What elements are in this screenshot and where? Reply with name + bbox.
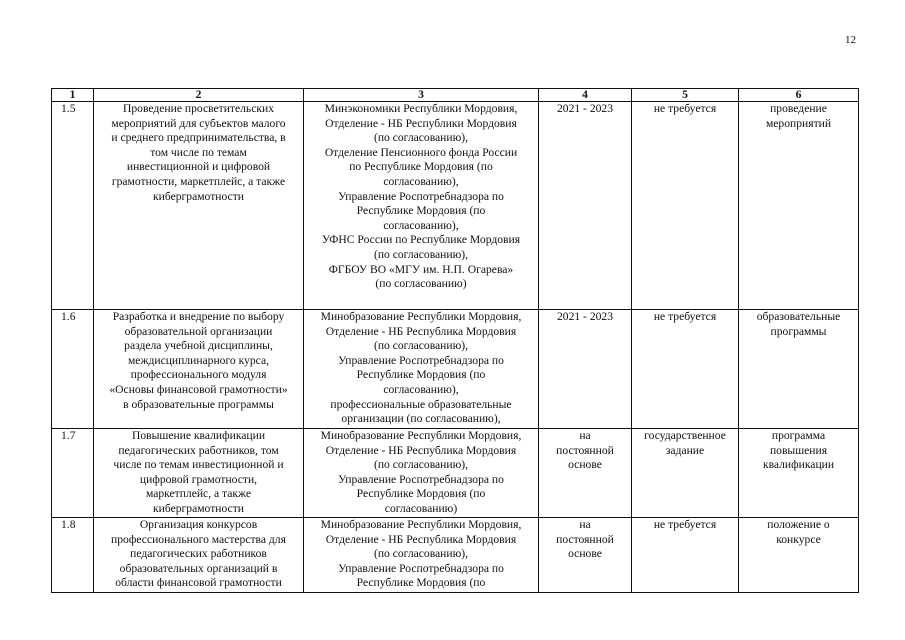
event-cell: [94, 518, 304, 593]
result-cell: [739, 102, 859, 310]
funding-cell: [632, 429, 739, 518]
table-row: [52, 310, 859, 429]
executors-cell-line: согласованию),: [383, 174, 459, 188]
result-cell-line: конкурсе: [776, 532, 821, 546]
executors-cell-line: (по согласованию),: [373, 131, 469, 145]
event-cell-line: педагогических работников, том: [118, 443, 279, 457]
executors-cell-line: (по согласованию): [375, 277, 467, 291]
event-cell-line: образовательной организации: [124, 324, 273, 338]
executors-cell-line: Отделение - НБ Республики Мордовия: [325, 116, 517, 130]
executors-cell-line: Отделение - НБ Республика Мордовия: [325, 532, 517, 546]
executors-cell-line: (по согласованию),: [373, 247, 469, 261]
event-cell: [94, 102, 304, 310]
event-cell: [94, 429, 304, 518]
period-cell-line: постоянной: [556, 532, 614, 546]
event-cell-line: профессионального модуля: [130, 368, 267, 382]
event-cell-line: кибергрaмотности: [153, 189, 244, 203]
funding-cell-line: государственное: [644, 429, 726, 442]
executors-cell-line: Управление Роспотребнадзора по: [338, 189, 504, 203]
executors-cell-line: согласованию),: [383, 382, 459, 396]
column-header-5: 5: [632, 89, 739, 102]
executors-cell-line: согласованию),: [383, 218, 459, 232]
period-cell-line: основе: [568, 458, 602, 472]
event-cell-line: маркетплейс, а также: [145, 487, 252, 501]
period-cell-line: 2021 - 2023: [556, 310, 614, 323]
table-row: [52, 102, 859, 310]
event-cell-line: инвестиционной и цифровой: [126, 160, 271, 174]
column-header-6: 6: [739, 89, 859, 102]
period-cell: [539, 518, 632, 593]
executors-cell-line: Минобразование Республики Мордовия,: [320, 518, 522, 531]
table-header-row: [52, 89, 859, 102]
funding-cell-line: задание: [665, 443, 705, 457]
event-cell-line: раздела учебной дисциплины,: [124, 339, 273, 353]
column-header-2: 2: [94, 89, 304, 102]
funding-cell: [632, 310, 739, 429]
result-cell: [739, 518, 859, 593]
executors-cell-line: Отделение Пенсионного фонда России: [324, 145, 518, 159]
period-cell-line: 2021 - 2023: [556, 102, 614, 115]
period-cell-line: основе: [568, 547, 602, 561]
event-cell-line: в образовательные программы: [123, 397, 274, 411]
executors-cell-line: согласованию): [384, 501, 458, 515]
executors-cell-line: Управление Роспотребнадзора по: [338, 561, 504, 575]
row-number: 1.6: [52, 310, 94, 429]
event-cell-line: Разработка и внедрение по выбору: [112, 310, 285, 323]
event-cell: [94, 310, 304, 429]
result-cell-line: проведение: [770, 102, 827, 115]
measures-table: [51, 88, 859, 593]
funding-cell-line: не требуется: [653, 518, 717, 531]
executors-cell: [304, 310, 539, 429]
table-row: [52, 429, 859, 518]
result-cell: [739, 429, 859, 518]
executors-cell-line: Республике Мордовия (по: [356, 368, 486, 382]
executors-cell-line: (по согласованию),: [373, 547, 469, 561]
executors-cell-line: Республике Мордовия (по: [356, 204, 486, 218]
event-cell-line: междисциплинарного курса,: [127, 353, 270, 367]
result-cell-line: программы: [770, 324, 827, 338]
period-cell-line: на: [579, 518, 591, 531]
executors-cell-line: Управление Роспотребнадзора по: [338, 353, 504, 367]
result-cell: [739, 310, 859, 429]
executors-cell-line: УФНС России по Республике Мордовия: [321, 233, 521, 247]
period-cell-line: на: [579, 429, 591, 442]
event-cell-line: профессионального мастерства для: [111, 532, 286, 546]
executors-cell-line: Отделение - НБ Республика Мордовия: [325, 324, 517, 338]
executors-cell-line: (по согласованию),: [373, 339, 469, 353]
result-cell-line: образовательные: [756, 310, 841, 323]
executors-cell-line: Минобразование Республики Мордовия,: [320, 310, 522, 323]
result-cell-line: квалификации: [762, 458, 835, 472]
page-number: 12: [845, 34, 856, 46]
event-cell-line: числе по темам инвестиционной и: [113, 458, 284, 472]
executors-cell-line: Управление Роспотребнадзора по: [338, 472, 504, 486]
event-cell-line: Повышение квалификации: [131, 429, 266, 442]
row-number: 1.8: [52, 518, 94, 593]
column-header-1: 1: [52, 89, 94, 102]
event-cell-line: Организация конкурсов: [139, 518, 258, 531]
funding-cell-line: не требуется: [653, 310, 717, 323]
result-cell-line: мероприятий: [765, 116, 832, 130]
event-cell-line: образовательных организаций в: [119, 561, 278, 575]
funding-cell-line: не требуется: [653, 102, 717, 115]
event-cell-line: грамотности, маркетплейс, а также: [111, 174, 286, 188]
result-cell-line: положение о: [767, 518, 830, 531]
funding-cell: [632, 102, 739, 310]
event-cell-line: цифровой грамотности,: [139, 472, 258, 486]
executors-cell-line: ФГБОУ ВО «МГУ им. Н.П. Огарева»: [328, 262, 514, 276]
column-header-4: 4: [539, 89, 632, 102]
executors-cell-line: Республике Мордовия (по: [356, 576, 486, 590]
period-cell-line: постоянной: [556, 443, 614, 457]
result-cell-line: программа: [771, 429, 826, 442]
event-cell-line: педагогических работников: [130, 547, 267, 561]
executors-cell: [304, 518, 539, 593]
executors-cell-line: по Республике Мордовия (по: [349, 160, 493, 174]
period-cell: [539, 429, 632, 518]
column-header-3: 3: [304, 89, 539, 102]
result-cell-line: повышения: [769, 443, 828, 457]
funding-cell: [632, 518, 739, 593]
event-cell-line: том числе по темам: [150, 145, 247, 159]
event-cell-line: и среднего предпринимательства, в: [111, 131, 286, 145]
event-cell-line: Проведение просветительских: [123, 102, 274, 115]
table-row: [52, 518, 859, 593]
executors-cell-line: Минобразование Республики Мордовия,: [320, 429, 522, 442]
executors-cell-line: Отделение - НБ Республика Мордовия: [325, 443, 517, 457]
event-cell-line: кибергрaмотности: [153, 501, 244, 515]
period-cell: [539, 310, 632, 429]
executors-cell-line: (по согласованию),: [373, 458, 469, 472]
executors-cell-line: Минэкономики Республики Мордовия,: [324, 102, 518, 115]
event-cell-line: «Основы финансовой грамотности»: [109, 382, 288, 396]
row-number: 1.5: [52, 102, 94, 310]
executors-cell-line: Республике Мордовия (по: [356, 487, 486, 501]
period-cell: [539, 102, 632, 310]
executors-cell-line: профессиональные образовательные: [330, 397, 512, 411]
executors-cell-line: организации (по согласованию),: [341, 412, 501, 426]
executors-cell: [304, 429, 539, 518]
event-cell-line: области финансовой грамотности: [115, 576, 282, 590]
executors-cell: [304, 102, 539, 310]
event-cell-line: мероприятий для субъектов малого: [111, 116, 286, 130]
row-number: 1.7: [52, 429, 94, 518]
